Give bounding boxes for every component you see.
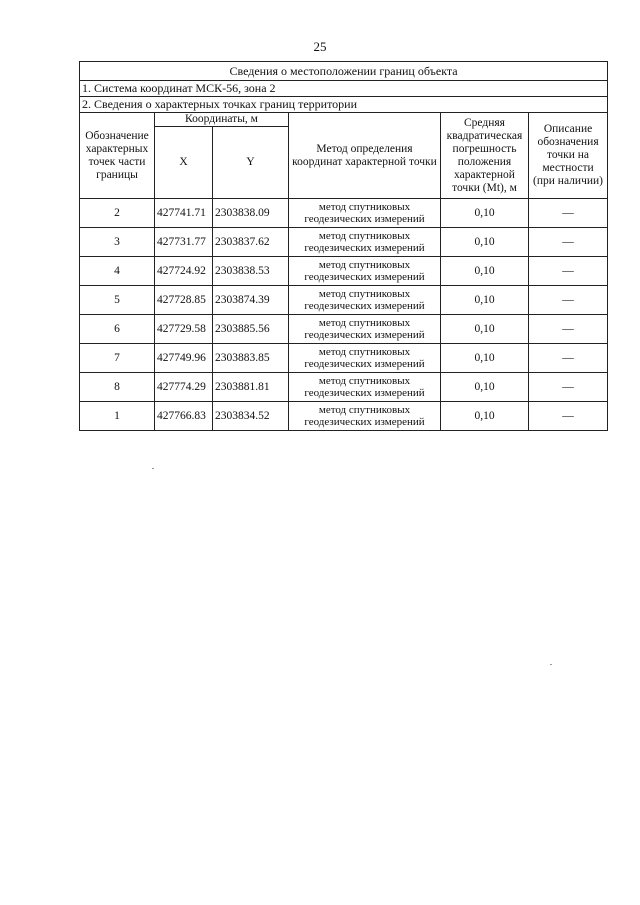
cell-x: 427731.77 [155,228,213,257]
cell-point: 3 [80,228,155,257]
header-coordinates: Координаты, м [155,113,289,127]
cell-x: 427766.83 [155,402,213,431]
cell-error: 0,10 [441,199,529,228]
cell-description [529,257,608,286]
cell-y: 2303834.52 [213,402,289,431]
cell-point: 1 [80,402,155,431]
cell-point: 2 [80,199,155,228]
cell-method: метод спутниковых геодезических измерений [289,344,441,373]
header-error: Средняя квадратическая погрешность положения характерной точки (Mt), м [441,113,529,199]
cell-x: 427774.29 [155,373,213,402]
cell-y: 2303881.81 [213,373,289,402]
table-row [80,228,608,257]
table-title: Сведения о местоположении границ объекта [80,62,608,81]
table-row [80,257,608,286]
cell-x: 427729.58 [155,315,213,344]
header-description: Описание обозначения точки на местности (при наличии) [529,113,608,199]
cell-error: 0,10 [441,286,529,315]
table-row [80,199,608,228]
cell-y: 2303838.53 [213,257,289,286]
cell-method: метод спутниковых геодезических измерений [289,199,441,228]
cell-method: метод спутниковых геодезических измерений [289,257,441,286]
cell-method: метод спутниковых геодезических измерений [289,373,441,402]
cell-error: 0,10 [441,315,529,344]
dash-mark: — [562,380,574,393]
cell-description [529,315,608,344]
cell-description [529,199,608,228]
cell-description [529,286,608,315]
cell-error: 0,10 [441,402,529,431]
dash-mark: — [562,235,574,248]
cell-y: 2303838.09 [213,199,289,228]
cell-point: 6 [80,315,155,344]
dash-mark: — [562,293,574,306]
cell-point: 5 [80,286,155,315]
cell-error: 0,10 [441,228,529,257]
boundary-table [79,61,608,431]
cell-point: 8 [80,373,155,402]
header-method: Метод определения координат характерной точки [289,113,441,199]
cell-x: 427728.85 [155,286,213,315]
cell-point: 4 [80,257,155,286]
cell-x: 427749.96 [155,344,213,373]
cell-y: 2303885.56 [213,315,289,344]
table-row [80,344,608,373]
header-x: X [155,127,213,199]
dash-mark: — [562,351,574,364]
cell-description [529,402,608,431]
cell-x: 427741.71 [155,199,213,228]
header-point-designation: Обозначение характерных точек части границы [80,113,155,199]
dash-mark: — [562,264,574,277]
cell-error: 0,10 [441,344,529,373]
page-number: 25 [313,39,327,54]
cell-y: 2303837.62 [213,228,289,257]
points-section-row: 2. Сведения о характерных точках границ территории [80,97,608,113]
dash-mark: — [562,409,574,422]
coordinate-system-row: 1. Система координат МСК-56, зона 2 [80,81,608,97]
cell-y: 2303874.39 [213,286,289,315]
cell-error: 0,10 [441,257,529,286]
cell-method: метод спутниковых геодезических измерений [289,315,441,344]
scan-speck [550,664,552,665]
dash-mark: — [562,206,574,219]
header-y: Y [213,127,289,199]
table-row [80,315,608,344]
cell-method: метод спутниковых геодезических измерений [289,228,441,257]
scan-speck [152,468,154,469]
cell-description [529,228,608,257]
cell-x: 427724.92 [155,257,213,286]
cell-method: метод спутниковых геодезических измерений [289,402,441,431]
cell-y: 2303883.85 [213,344,289,373]
table-row [80,286,608,315]
table-row [80,373,608,402]
cell-description [529,373,608,402]
cell-point: 7 [80,344,155,373]
cell-method: метод спутниковых геодезических измерений [289,286,441,315]
dash-mark: — [562,322,574,335]
cell-description [529,344,608,373]
cell-error: 0,10 [441,373,529,402]
table-row [80,402,608,431]
